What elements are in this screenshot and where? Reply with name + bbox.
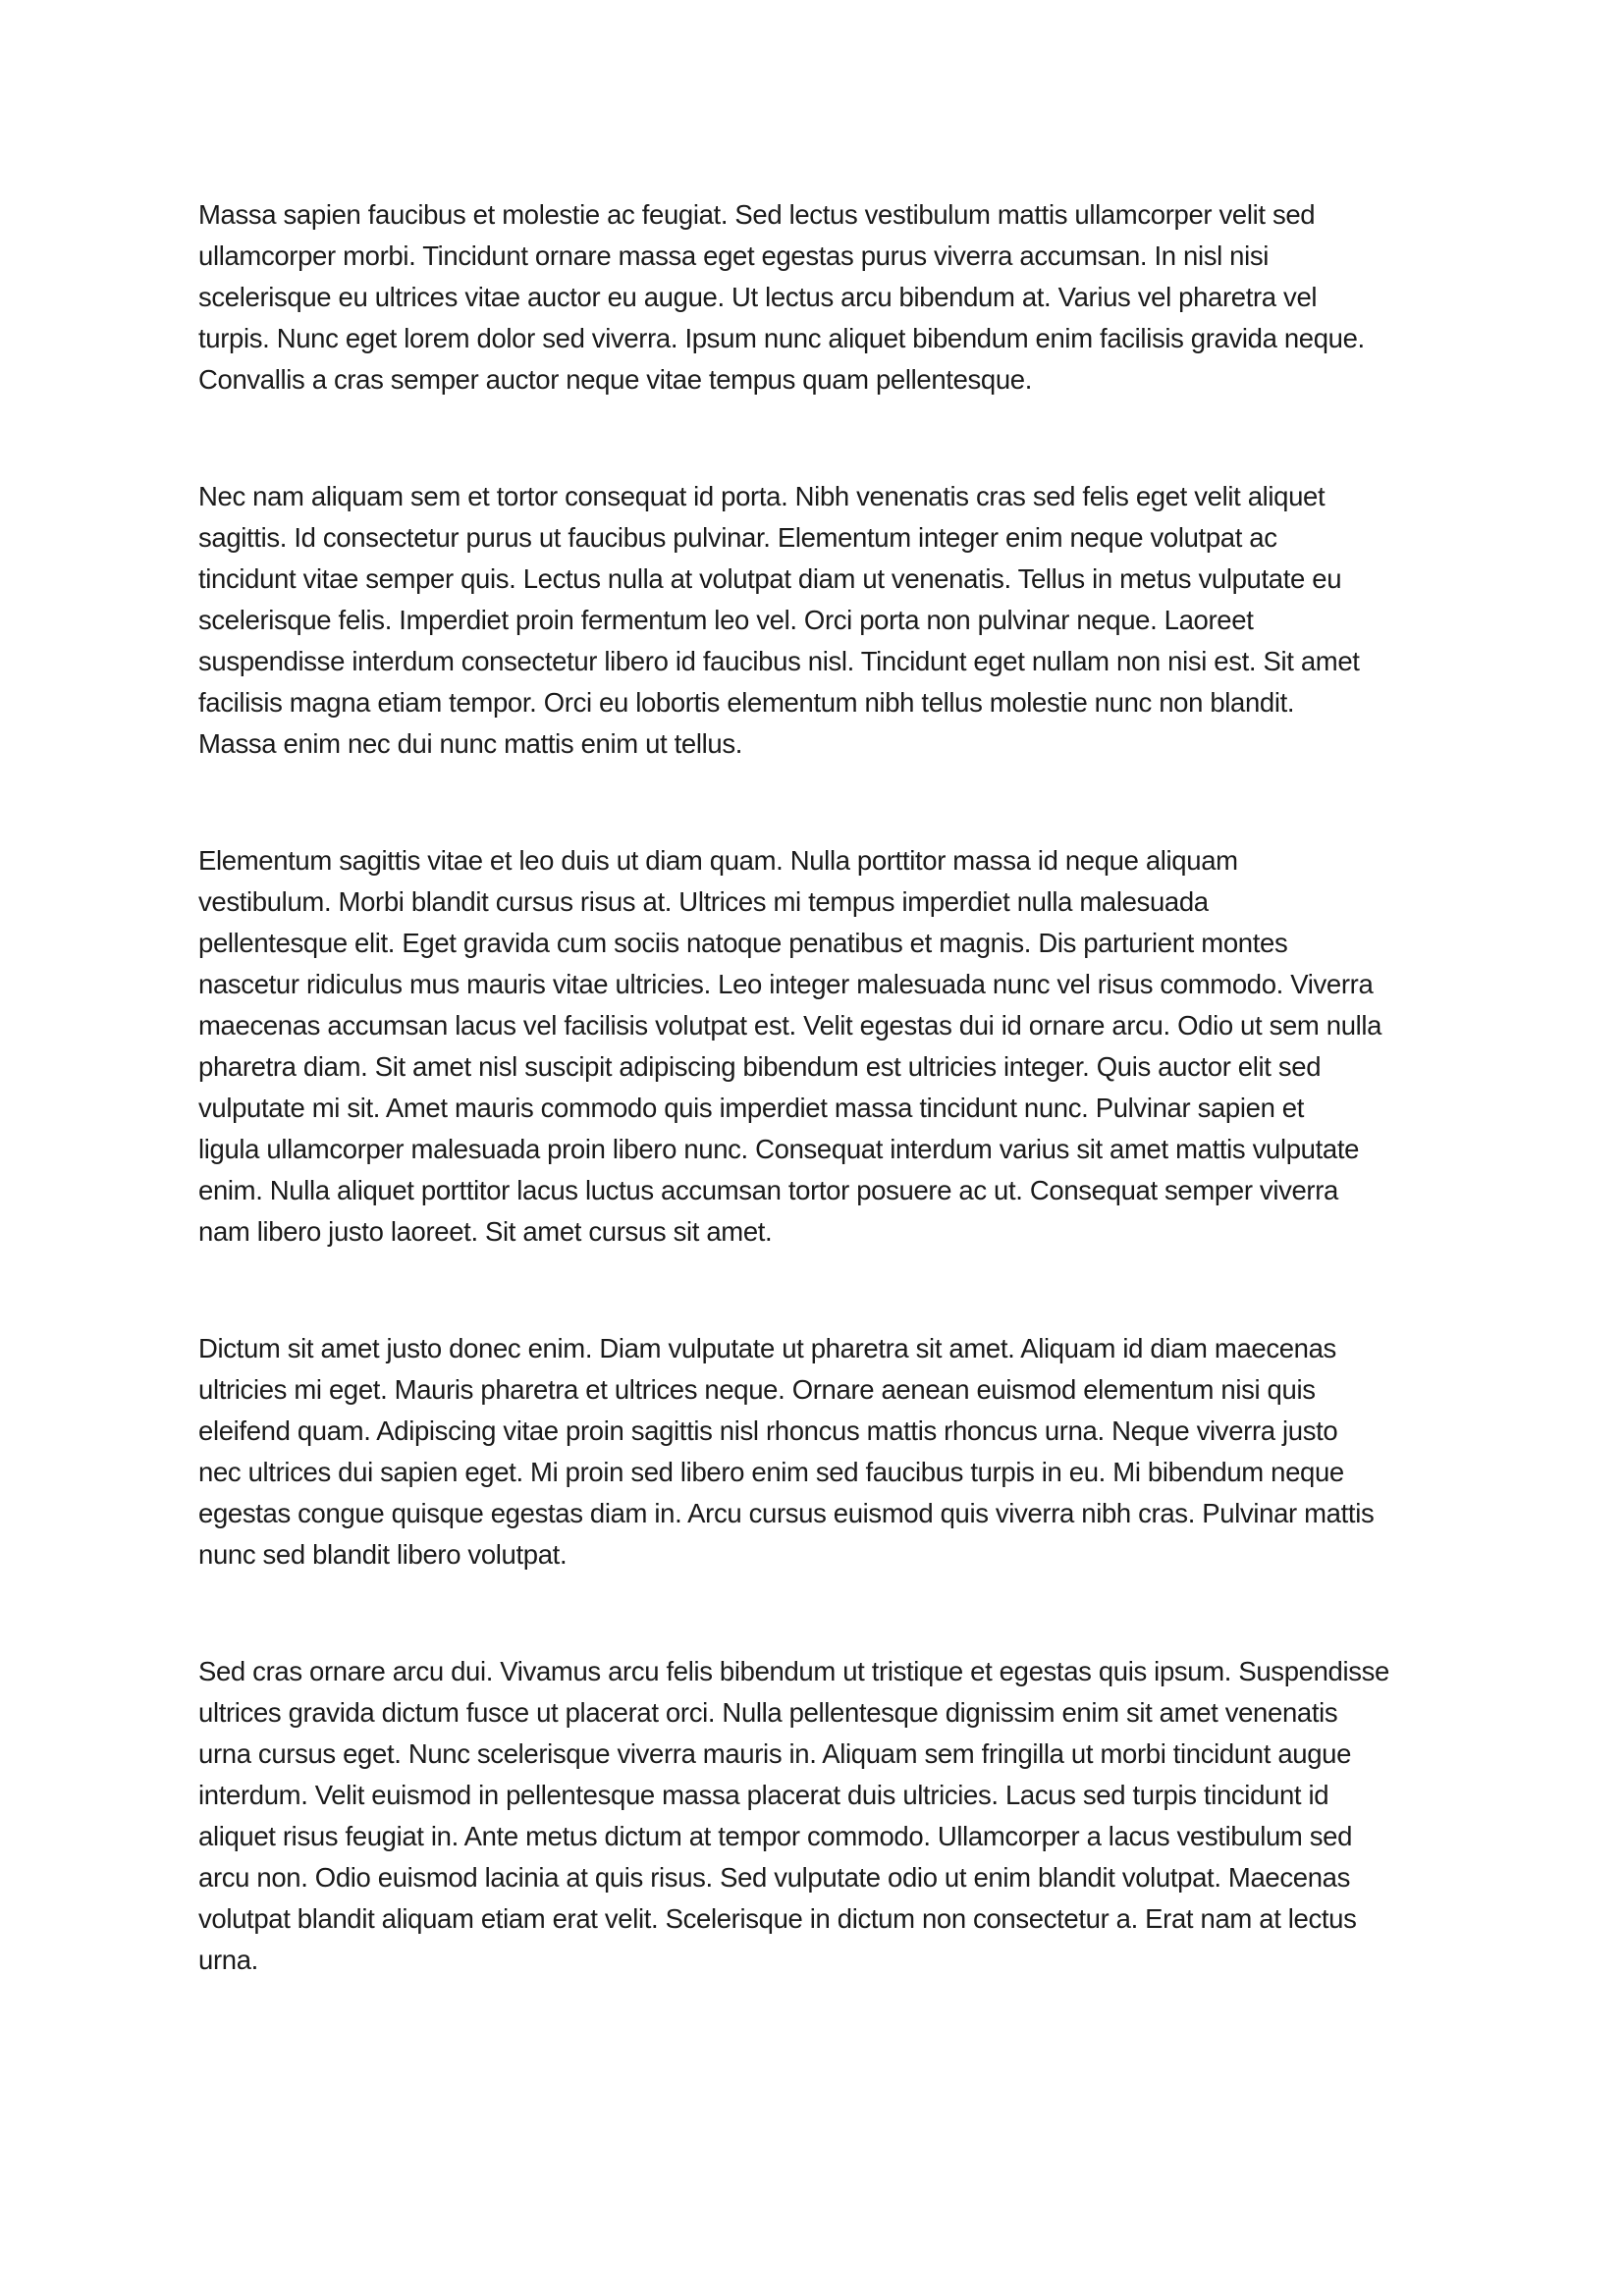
text-line: volutpat blandit aliquam etiam erat velit. Scelerisque in dictum non consectetur a. Erat nam at lectus [198, 1903, 1357, 1934]
text-line: scelerisque felis. Imperdiet proin fermentum leo vel. Orci porta non pulvinar neque. Laoreet [198, 605, 1254, 635]
text-line: turpis. Nunc eget lorem dolor sed viverra. Ipsum nunc aliquet bibendum enim facilisis gravida neque. [198, 323, 1365, 353]
text-line: Massa sapien faucibus et molestie ac feugiat. Sed lectus vestibulum mattis ullamcorper velit sed [198, 199, 1316, 230]
text-line: Nec nam aliquam sem et tortor consequat id porta. Nibh venenatis cras sed felis eget velit aliquet [198, 481, 1326, 511]
text-line: sagittis. Id consectetur purus ut faucibus pulvinar. Elementum integer enim neque volutpat ac [198, 522, 1277, 553]
text-line: interdum. Velit euismod in pellentesque massa placerat duis ultricies. Lacus sed turpis tincidunt id [198, 1780, 1329, 1810]
text-line: aliquet risus feugiat in. Ante metus dictum at tempor commodo. Ullamcorper a lacus vestibulum sed [198, 1821, 1353, 1851]
text-line: enim. Nulla aliquet porttitor lacus luctus accumsan tortor posuere ac ut. Consequat semper viverra [198, 1175, 1338, 1205]
text-line: scelerisque eu ultrices vitae auctor eu augue. Ut lectus arcu bibendum at. Varius vel pharetra vel [198, 282, 1318, 312]
text-line: ultricies mi eget. Mauris pharetra et ultrices neque. Ornare aenean euismod elementum nisi quis [198, 1374, 1316, 1405]
text-line: nam libero justo laoreet. Sit amet cursus sit amet. [198, 1216, 773, 1247]
text-line: Dictum sit amet justo donec enim. Diam vulputate ut pharetra sit amet. Aliquam id diam maecenas [198, 1333, 1336, 1363]
text-line: pellentesque elit. Eget gravida cum sociis natoque penatibus et magnis. Dis parturient montes [198, 928, 1288, 958]
text-line: pharetra diam. Sit amet nisl suscipit adipiscing bibendum est ultricies integer. Quis auctor elit sed [198, 1051, 1322, 1082]
text-line: Sed cras ornare arcu dui. Vivamus arcu felis bibendum ut tristique et egestas quis ipsum. Suspendisse [198, 1656, 1389, 1686]
text-line: nascetur ridiculus mus mauris vitae ultricies. Leo integer malesuada nunc vel risus commodo. Viverra [198, 969, 1374, 999]
text-line: egestas congue quisque egestas diam in. Arcu cursus euismod quis viverra nibh cras. Pulvinar mattis [198, 1498, 1375, 1528]
text-line: nunc sed blandit libero volutpat. [198, 1539, 568, 1570]
text-line: vestibulum. Morbi blandit cursus risus at. Ultrices mi tempus imperdiet nulla malesuada [198, 886, 1209, 917]
text-line: eleifend quam. Adipiscing vitae proin sagittis nisl rhoncus mattis rhoncus urna. Neque viverra justo [198, 1415, 1338, 1446]
paragraph-4 [198, 1328, 1447, 1575]
text-line: urna cursus eget. Nunc scelerisque viverra mauris in. Aliquam sem fringilla ut morbi tincidunt augue [198, 1738, 1352, 1769]
text-line: vulputate mi sit. Amet mauris commodo quis imperdiet massa tincidunt nunc. Pulvinar sapien et [198, 1093, 1305, 1123]
text-line: Massa enim nec dui nunc mattis enim ut tellus. [198, 728, 743, 759]
paragraph-2 [198, 476, 1447, 765]
text-line: suspendisse interdum consectetur libero id faucibus nisl. Tincidunt eget nullam non nisi est. Sit amet [198, 646, 1360, 676]
paragraph-1 [198, 194, 1447, 400]
text-line: ultrices gravida dictum fusce ut placerat orci. Nulla pellentesque dignissim enim sit amet venenatis [198, 1697, 1338, 1728]
text-line: tincidunt vitae semper quis. Lectus nulla at volutpat diam ut venenatis. Tellus in metus vulputate eu [198, 563, 1342, 594]
text-line: ullamcorper morbi. Tincidunt ornare massa eget egestas purus viverra accumsan. In nisl nisi [198, 240, 1270, 271]
text-line: nec ultrices dui sapien eget. Mi proin sed libero enim sed faucibus turpis in eu. Mi bibendum neque [198, 1457, 1344, 1487]
text-line: facilisis magna etiam tempor. Orci eu lobortis elementum nibh tellus molestie nunc non blandit. [198, 687, 1295, 718]
text-line: Convallis a cras semper auctor neque vitae tempus quam pellentesque. [198, 364, 1033, 395]
paragraph-5 [198, 1651, 1447, 1981]
text-line: ligula ullamcorper malesuada proin libero nunc. Consequat interdum varius sit amet mattis vulputate [198, 1134, 1360, 1164]
document-body-text [198, 194, 1447, 1981]
text-line: maecenas accumsan lacus vel facilisis volutpat est. Velit egestas dui id ornare arcu. Odio ut sem nulla [198, 1010, 1382, 1041]
text-line: arcu non. Odio euismod lacinia at quis risus. Sed vulputate odio ut enim blandit volutpat. Maecenas [198, 1862, 1351, 1893]
paragraph-3 [198, 840, 1447, 1253]
text-line: urna. [198, 1945, 258, 1975]
text-line: Elementum sagittis vitae et leo duis ut diam quam. Nulla porttitor massa id neque aliquam [198, 845, 1238, 876]
